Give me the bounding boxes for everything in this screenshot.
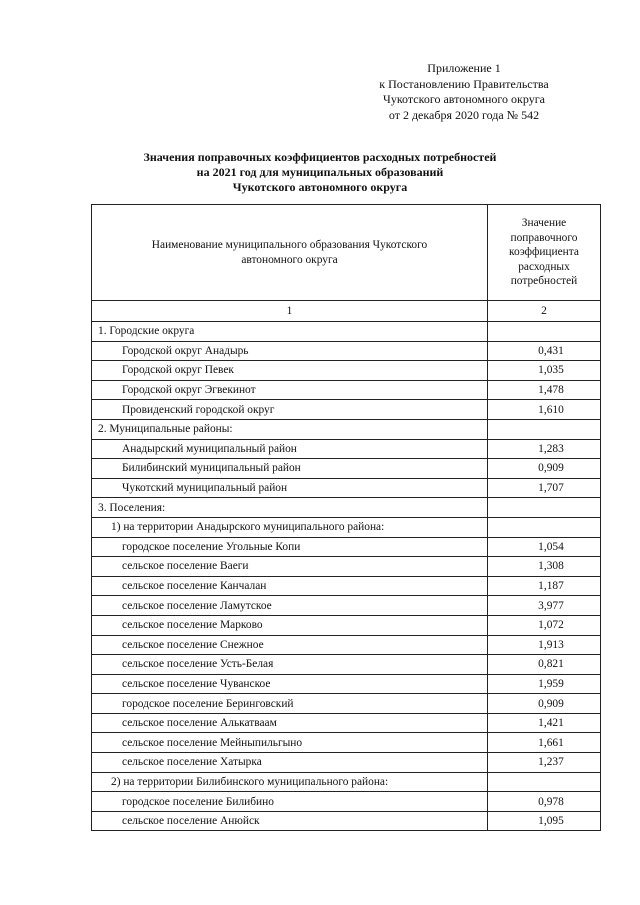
municipality-name: Провиденский городской округ bbox=[92, 400, 488, 420]
municipality-name: сельское поселение Марково bbox=[92, 615, 488, 635]
municipality-name: городское поселение Билибино bbox=[92, 792, 488, 812]
table-row bbox=[92, 615, 601, 635]
coefficient-value bbox=[488, 322, 601, 342]
coefficient-value: 1,421 bbox=[488, 713, 601, 733]
coefficient-value: 1,913 bbox=[488, 635, 601, 655]
title-line: на 2021 год для муниципальных образований bbox=[196, 165, 444, 179]
coefficient-value: 3,977 bbox=[488, 596, 601, 616]
municipality-name: Городской округ Анадырь bbox=[92, 341, 488, 361]
municipality-name: сельское поселение Ламутское bbox=[92, 596, 488, 616]
coefficient-value: 1,707 bbox=[488, 478, 601, 498]
municipality-name: сельское поселение Снежное bbox=[92, 635, 488, 655]
appendix-line: от 2 декабря 2020 года № 542 bbox=[388, 107, 540, 122]
coefficient-value: 1,072 bbox=[488, 615, 601, 635]
table-row bbox=[92, 733, 601, 753]
appendix-note bbox=[330, 61, 598, 123]
municipality-name: 1. Городские округа bbox=[92, 322, 488, 342]
title-line: Чукотского автономного округа bbox=[232, 180, 408, 194]
municipality-name: Анадырский муниципальный район bbox=[92, 439, 488, 459]
municipality-name: 3. Поселения: bbox=[92, 498, 488, 518]
appendix-line: к Постановлению Правительства bbox=[379, 76, 549, 91]
municipality-name: сельское поселение Хатырка bbox=[92, 753, 488, 773]
table-row bbox=[92, 635, 601, 655]
municipality-name: 2) на территории Билибинского муниципального района: bbox=[92, 772, 488, 792]
table-row bbox=[92, 557, 601, 577]
table-row bbox=[92, 772, 601, 792]
municipality-name: сельское поселение Чуванское bbox=[92, 674, 488, 694]
municipality-name: Городской округ Певек bbox=[92, 361, 488, 381]
municipality-name: сельское поселение Алькатваам bbox=[92, 713, 488, 733]
municipality-name: 2. Муниципальные районы: bbox=[92, 419, 488, 439]
document-title bbox=[110, 150, 530, 195]
column-number: 2 bbox=[488, 301, 601, 322]
municipality-name: Билибинский муниципальный район bbox=[92, 459, 488, 479]
coefficient-value: 1,283 bbox=[488, 439, 601, 459]
municipality-name: сельское поселение Анюйск bbox=[92, 811, 488, 831]
municipality-name: Чукотский муниципальный район bbox=[92, 478, 488, 498]
appendix-line: Приложение 1 bbox=[427, 61, 501, 75]
table-row bbox=[92, 674, 601, 694]
table-row bbox=[92, 419, 601, 439]
coefficients-table bbox=[91, 204, 601, 831]
column-number-row bbox=[92, 301, 601, 322]
municipality-name: сельское поселение Усть-Белая bbox=[92, 655, 488, 675]
column-number: 1 bbox=[92, 301, 488, 322]
table-row bbox=[92, 537, 601, 557]
table-row bbox=[92, 459, 601, 479]
municipality-name: сельское поселение Мейныпильгыно bbox=[92, 733, 488, 753]
municipality-name: 1) на территории Анадырского муниципального района: bbox=[92, 517, 488, 537]
table-row bbox=[92, 322, 601, 342]
table-row bbox=[92, 792, 601, 812]
coefficient-value: 1,610 bbox=[488, 400, 601, 420]
table-row bbox=[92, 341, 601, 361]
table-row bbox=[92, 811, 601, 831]
appendix-line: Чукотского автономного округа bbox=[383, 92, 545, 106]
coefficient-value: 1,095 bbox=[488, 811, 601, 831]
coefficient-value: 1,308 bbox=[488, 557, 601, 577]
coefficient-value: 0,978 bbox=[488, 792, 601, 812]
coefficient-value: 1,237 bbox=[488, 753, 601, 773]
coefficient-value bbox=[488, 498, 601, 518]
coefficient-value: 1,187 bbox=[488, 576, 601, 596]
coefficient-value: 1,661 bbox=[488, 733, 601, 753]
table-row bbox=[92, 713, 601, 733]
table-header-row bbox=[92, 205, 601, 301]
table-row bbox=[92, 655, 601, 675]
municipality-name: сельское поселение Ваеги bbox=[92, 557, 488, 577]
municipality-name: городское поселение Угольные Копи bbox=[92, 537, 488, 557]
coefficient-value bbox=[488, 772, 601, 792]
coefficient-value: 0,821 bbox=[488, 655, 601, 675]
header-municipality-name: Наименование муниципального образования Чукотского автономного округа bbox=[92, 205, 488, 301]
coefficient-value: 1,478 bbox=[488, 380, 601, 400]
municipality-name: сельское поселение Канчалан bbox=[92, 576, 488, 596]
coefficient-value: 1,054 bbox=[488, 537, 601, 557]
coefficient-value: 0,909 bbox=[488, 459, 601, 479]
coefficient-value: 0,909 bbox=[488, 694, 601, 714]
table-row bbox=[92, 596, 601, 616]
table-row bbox=[92, 439, 601, 459]
table-row bbox=[92, 753, 601, 773]
coefficient-value: 0,431 bbox=[488, 341, 601, 361]
table-row bbox=[92, 400, 601, 420]
municipality-name: городское поселение Беринговский bbox=[92, 694, 488, 714]
table-row bbox=[92, 361, 601, 381]
table-body bbox=[92, 322, 601, 831]
header-coefficient-value: Значение поправочного коэффициента расходных потребностей bbox=[488, 205, 601, 301]
table-row bbox=[92, 576, 601, 596]
coefficient-value: 1,035 bbox=[488, 361, 601, 381]
municipality-name: Городской округ Эгвекинот bbox=[92, 380, 488, 400]
table-row bbox=[92, 478, 601, 498]
coefficient-value bbox=[488, 517, 601, 537]
table-row bbox=[92, 498, 601, 518]
table-row bbox=[92, 517, 601, 537]
coefficient-value bbox=[488, 419, 601, 439]
title-line: Значения поправочных коэффициентов расходных потребностей bbox=[143, 150, 497, 164]
table-row bbox=[92, 694, 601, 714]
table-row bbox=[92, 380, 601, 400]
coefficient-value: 1,959 bbox=[488, 674, 601, 694]
